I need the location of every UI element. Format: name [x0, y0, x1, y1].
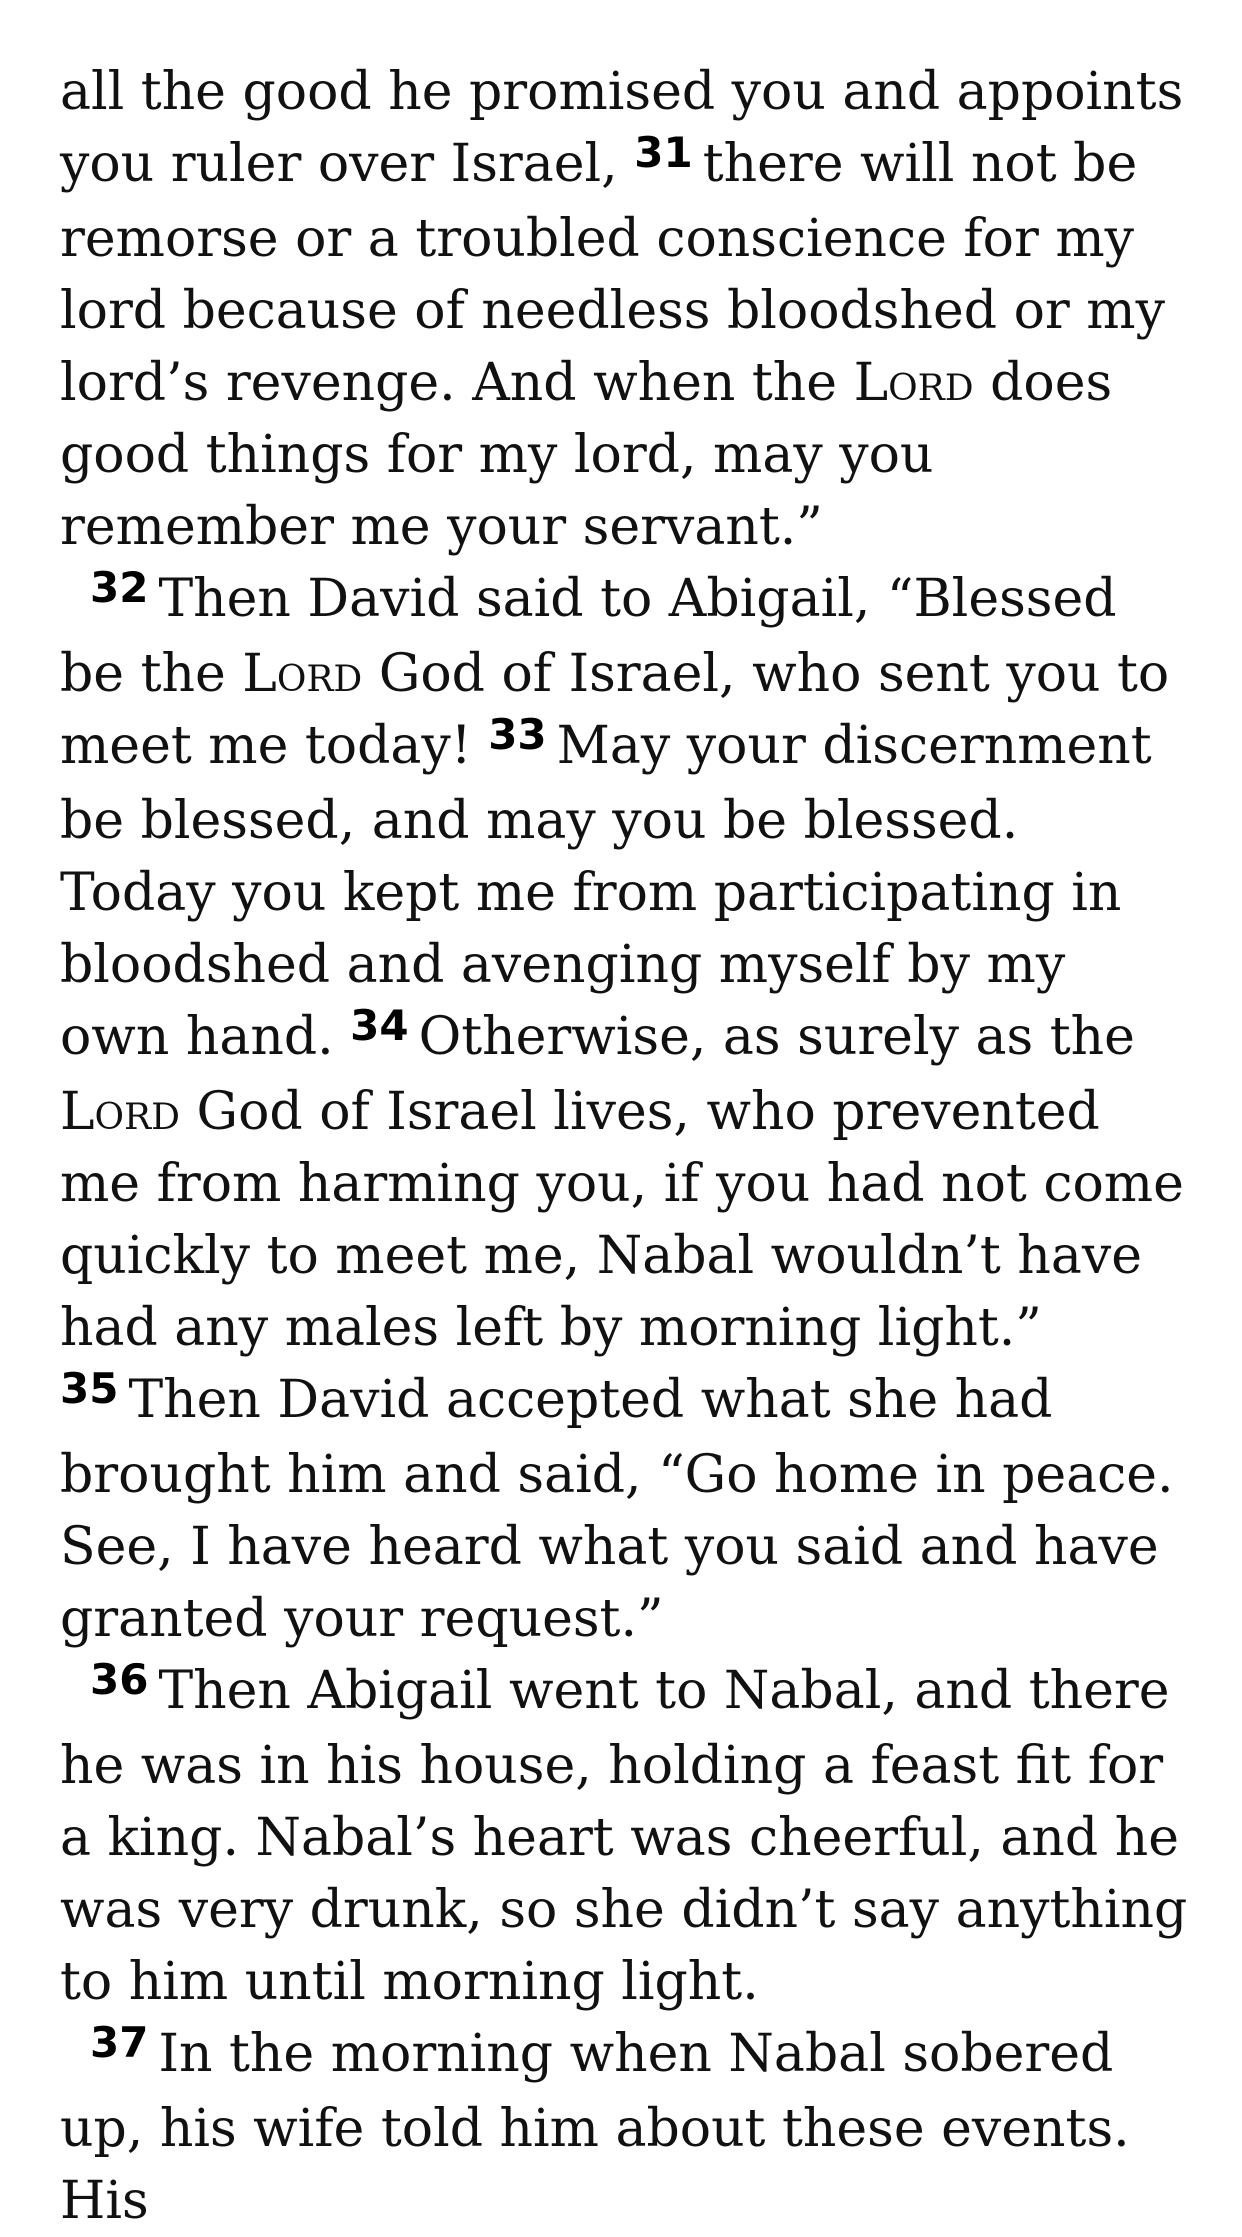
- verse-text: Then David accepted what she had brought him and said, “Go home in peace. See, I have heard what you said and have granted your request.”: [60, 1370, 1174, 1649]
- verse-text: Then David said to Abigail, “Blessed be the: [60, 569, 1117, 704]
- paragraph: [60, 2018, 1190, 2237]
- verse-text: God of Israel lives, who prevented me from harming you, if you had not come quickly to meet me, Nabal wouldn’t have had any males left by morning light.”: [60, 1082, 1184, 1358]
- verse-text: In the morning when Nabal sobered up, his wife told him about these events. His: [60, 2024, 1130, 2231]
- verse-number: 37: [90, 2018, 149, 2067]
- reader-page: [60, 56, 1190, 2237]
- paragraph: [60, 56, 1190, 563]
- verse-text: Otherwise, as surely as the: [418, 1007, 1135, 1067]
- verse-text: May your discernment be blessed, and may you be blessed. Today you kept me from participating in bloodshed and avenging myself by my own hand.: [60, 716, 1152, 1067]
- divine-name: Lord: [853, 353, 974, 413]
- verse-number: 36: [90, 1655, 149, 1704]
- divine-name: Lord: [60, 1082, 181, 1142]
- divine-name: Lord: [242, 644, 363, 704]
- paragraph: [60, 563, 1190, 1655]
- verse-number: 34: [350, 1001, 409, 1050]
- verse-number: 35: [60, 1364, 119, 1413]
- verse-text: Then Abigail went to Nabal, and there he was in his house, holding a feast fit for a king. Nabal’s heart was cheerful, and he was very drunk, so she didn’t say anything to him until morning light.: [60, 1661, 1188, 2012]
- verse-text: there will not be remorse or a troubled conscience for my lord because of needless bloodshed or my lord’s revenge. And when the: [60, 134, 1165, 413]
- verse-number: 31: [634, 128, 693, 177]
- verse-text: all the good he promised you and appoints you ruler over Israel,: [60, 62, 1184, 194]
- verse-number: 32: [90, 563, 149, 612]
- passage-text: [60, 56, 1190, 2237]
- verse-number: 33: [488, 710, 547, 759]
- verse-text: God of Israel, who sent you to meet me today!: [60, 644, 1170, 776]
- verse-text: does good things for my lord, may you remember me your servant.”: [60, 353, 1113, 557]
- paragraph: [60, 1655, 1190, 2018]
